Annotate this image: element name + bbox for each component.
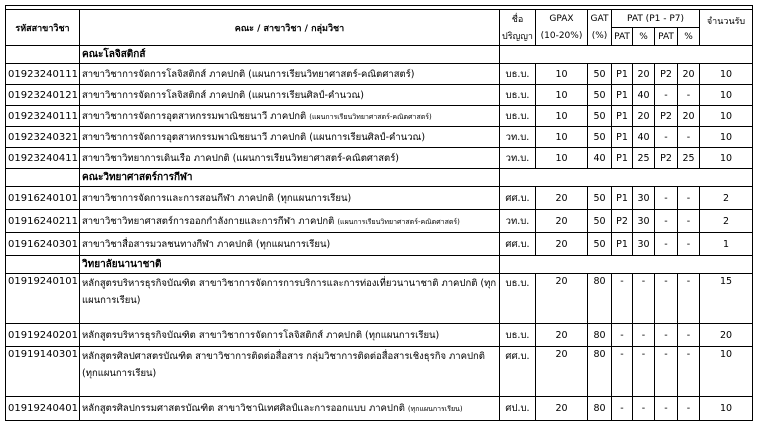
gpax-value: 20: [536, 397, 588, 421]
program-name: สาขาวิชาการจัดการอุตสาหกรรมพาณิชยนาวี ภาคปกติ (แผนการเรียนวิทยาศาสตร์-คณิตศาสตร์): [80, 106, 500, 127]
pat-a-value: P1: [612, 127, 633, 148]
gat-value: 50: [588, 64, 612, 85]
seats-value: 1: [700, 233, 753, 256]
faculty-title: วิทยาลัยนานาชาติ: [80, 256, 500, 274]
pat-b-value: -: [655, 210, 678, 233]
degree: บธ.บ.: [500, 106, 536, 127]
header-pat-group: PAT (P1 - P7): [612, 10, 700, 28]
seats-value: 2: [700, 187, 753, 210]
pct-a-value: -: [633, 347, 655, 397]
gpax-value: 10: [536, 106, 588, 127]
header-pct-a: %: [633, 28, 655, 46]
seats-value: 10: [700, 64, 753, 85]
table-row: [6, 64, 753, 85]
pct-b-value: -: [678, 397, 700, 421]
seats-value: 10: [700, 127, 753, 148]
degree: ศศ.บ.: [500, 187, 536, 210]
pat-a-value: -: [612, 347, 633, 397]
program-name: สาขาวิชาวิทยาศาสตร์การออกกำลังกายและการกีฬา ภาคปกติ (แผนการเรียนวิทยาศาสตร์-คณิตศาสตร์): [80, 210, 500, 233]
pat-a-value: P1: [612, 148, 633, 169]
pat-a-value: P1: [612, 233, 633, 256]
pct-b-value: -: [678, 210, 700, 233]
pat-b-value: P2: [655, 148, 678, 169]
degree: ศศ.บ.: [500, 347, 536, 397]
faculty-title: คณะวิทยาศาสตร์การกีฬา: [80, 169, 500, 187]
gat-value: 50: [588, 210, 612, 233]
table-row: [6, 210, 753, 233]
table-row: [6, 106, 753, 127]
pct-a-value: -: [633, 324, 655, 347]
pat-b-value: P2: [655, 106, 678, 127]
gat-value: 50: [588, 127, 612, 148]
pat-a-value: -: [612, 324, 633, 347]
program-name: สาขาวิชาสื่อสารมวลชนทางกีฬา ภาคปกติ (ทุกแผนการเรียน): [80, 233, 500, 256]
header-code: รหัสสาขาวิชา: [6, 10, 80, 46]
program-code: 01923240411: [6, 148, 80, 169]
gpax-value: 10: [536, 148, 588, 169]
seats-value: 10: [700, 148, 753, 169]
program-code: 01923240321: [6, 127, 80, 148]
program-code: 01919240201: [6, 324, 80, 347]
table-row: [6, 274, 753, 324]
program-name: หลักสูตรบริหารธุรกิจบัณฑิต สาขาวิชาการจัดการโลจิสติกส์ ภาคปกติ (ทุกแผนการเรียน): [80, 324, 500, 347]
seats-value: 20: [700, 324, 753, 347]
gpax-value: 20: [536, 347, 588, 397]
program-code: 01919240401: [6, 397, 80, 421]
header-gat-line1: GAT: [588, 10, 612, 28]
pct-a-value: 40: [633, 127, 655, 148]
table-row: [6, 324, 753, 347]
gat-value: 40: [588, 148, 612, 169]
seats-value: 10: [700, 397, 753, 421]
pat-b-value: -: [655, 324, 678, 347]
program-code: 01923240121: [6, 85, 80, 106]
program-code: 01919140301: [6, 347, 80, 397]
pct-b-value: 25: [678, 148, 700, 169]
degree: วท.บ.: [500, 148, 536, 169]
program-code: 01916240211: [6, 210, 80, 233]
table-row: [6, 397, 753, 421]
gat-value: 50: [588, 233, 612, 256]
program-name: สาขาวิชาการจัดการโลจิสติกส์ ภาคปกติ (แผนการเรียนศิลป์-คำนวณ): [80, 85, 500, 106]
gpax-value: 20: [536, 274, 588, 324]
degree: บธ.บ.: [500, 274, 536, 324]
degree: บธ.บ.: [500, 85, 536, 106]
pct-a-value: 20: [633, 64, 655, 85]
pct-b-value: -: [678, 324, 700, 347]
gpax-value: 20: [536, 210, 588, 233]
pat-a-value: P1: [612, 64, 633, 85]
faculty-row: [6, 46, 753, 64]
faculty-title: คณะโลจิสติกส์: [80, 46, 500, 64]
pct-a-value: 30: [633, 210, 655, 233]
program-name: หลักสูตรบริหารธุรกิจบัณฑิต สาขาวิชาการจัดการการบริการและการท่องเที่ยวนานาชาติ ภาคปกติ (ทุกแผนการเรียน): [80, 274, 500, 324]
table-row: [6, 148, 753, 169]
program-name: สาขาวิชาวิทยาการเดินเรือ ภาคปกติ (แผนการเรียนวิทยาศาสตร์-คณิตศาสตร์): [80, 148, 500, 169]
pct-a-value: 30: [633, 187, 655, 210]
pct-a-value: 30: [633, 233, 655, 256]
pct-b-value: 20: [678, 64, 700, 85]
header-row-1: [6, 10, 753, 28]
program-name: สาขาวิชาการจัดการโลจิสติกส์ ภาคปกติ (แผนการเรียนวิทยาศาสตร์-คณิตศาสตร์): [80, 64, 500, 85]
header-gpax-line1: GPAX: [536, 10, 588, 28]
gat-value: 50: [588, 85, 612, 106]
header-degree-line1: ชื่อ: [500, 10, 536, 28]
seats-value: 10: [700, 106, 753, 127]
admission-table: [5, 5, 753, 421]
pct-b-value: -: [678, 347, 700, 397]
pct-b-value: -: [678, 233, 700, 256]
program-name: สาขาวิชาการจัดการอุตสาหกรรมพาณิชยนาวี ภาคปกติ (แผนการเรียนศิลป์-คำนวณ): [80, 127, 500, 148]
degree: วท.บ.: [500, 210, 536, 233]
gat-value: 80: [588, 324, 612, 347]
degree: ศป.บ.: [500, 397, 536, 421]
program-name: สาขาวิชาการจัดการและการสอนกีฬา ภาคปกติ (ทุกแผนการเรียน): [80, 187, 500, 210]
program-code: 01919240101: [6, 274, 80, 324]
header-gat-line2: (%): [588, 28, 612, 46]
gpax-value: 20: [536, 324, 588, 347]
gat-value: 50: [588, 106, 612, 127]
header-pat-a: PAT: [612, 28, 633, 46]
gpax-value: 20: [536, 187, 588, 210]
degree: ศศ.บ.: [500, 233, 536, 256]
pat-a-value: -: [612, 274, 633, 324]
seats-value: 10: [700, 85, 753, 106]
pat-b-value: -: [655, 127, 678, 148]
gpax-value: 20: [536, 233, 588, 256]
program-code: 01916240101: [6, 187, 80, 210]
pct-b-value: 20: [678, 106, 700, 127]
pat-a-value: P1: [612, 85, 633, 106]
table-row: [6, 127, 753, 148]
degree: บธ.บ.: [500, 64, 536, 85]
table-row: [6, 85, 753, 106]
header-pct-b: %: [678, 28, 700, 46]
pct-a-value: 25: [633, 148, 655, 169]
gpax-value: 10: [536, 127, 588, 148]
pct-b-value: -: [678, 187, 700, 210]
pat-b-value: P2: [655, 64, 678, 85]
pct-a-value: 40: [633, 85, 655, 106]
pat-a-value: P2: [612, 210, 633, 233]
pct-a-value: -: [633, 397, 655, 421]
pat-b-value: -: [655, 274, 678, 324]
program-code: 01916240301: [6, 233, 80, 256]
gat-value: 80: [588, 347, 612, 397]
faculty-row: [6, 256, 753, 274]
program-name: หลักสูตรศิลปศาสตรบัณฑิต สาขาวิชาการติดต่อสื่อสาร กลุ่มวิชาการติดต่อสื่อสารเชิงธุรกิจ ภาคปกติ (ทุกแผนการเรียน): [80, 347, 500, 397]
seats-value: 2: [700, 210, 753, 233]
pat-b-value: -: [655, 397, 678, 421]
gpax-value: 10: [536, 85, 588, 106]
program-code: 01923240111: [6, 64, 80, 85]
pat-b-value: -: [655, 187, 678, 210]
header-degree-line2: ปริญญา: [500, 28, 536, 46]
seats-value: 10: [700, 347, 753, 397]
table-row: [6, 187, 753, 210]
seats-value: 15: [700, 274, 753, 324]
pat-b-value: -: [655, 85, 678, 106]
table-row: [6, 347, 753, 397]
header-program: คณะ / สาขาวิชา / กลุ่มวิชา: [80, 10, 500, 46]
program-name: หลักสูตรศิลปกรรมศาสตรบัณฑิต สาขาวิชานิเทศศิลป์และการออกแบบ ภาคปกติ (ทุกแผนการเรียน): [80, 397, 500, 421]
header-seats: จำนวนรับ: [700, 10, 753, 46]
pat-b-value: -: [655, 347, 678, 397]
gat-value: 80: [588, 274, 612, 324]
degree: บธ.บ.: [500, 324, 536, 347]
program-code: 01923240111: [6, 106, 80, 127]
pct-b-value: -: [678, 85, 700, 106]
gat-value: 80: [588, 397, 612, 421]
degree: วท.บ.: [500, 127, 536, 148]
pat-b-value: -: [655, 233, 678, 256]
gat-value: 50: [588, 187, 612, 210]
pat-a-value: P1: [612, 106, 633, 127]
pat-a-value: P1: [612, 187, 633, 210]
faculty-row: [6, 169, 753, 187]
gpax-value: 10: [536, 64, 588, 85]
pct-a-value: -: [633, 274, 655, 324]
pct-b-value: -: [678, 127, 700, 148]
admission-table-sheet: [5, 5, 752, 421]
pat-a-value: -: [612, 397, 633, 421]
pct-a-value: 20: [633, 106, 655, 127]
table-row: [6, 233, 753, 256]
header-gpax-line2: (10-20%): [536, 28, 588, 46]
header-pat-b: PAT: [655, 28, 678, 46]
pct-b-value: -: [678, 274, 700, 324]
